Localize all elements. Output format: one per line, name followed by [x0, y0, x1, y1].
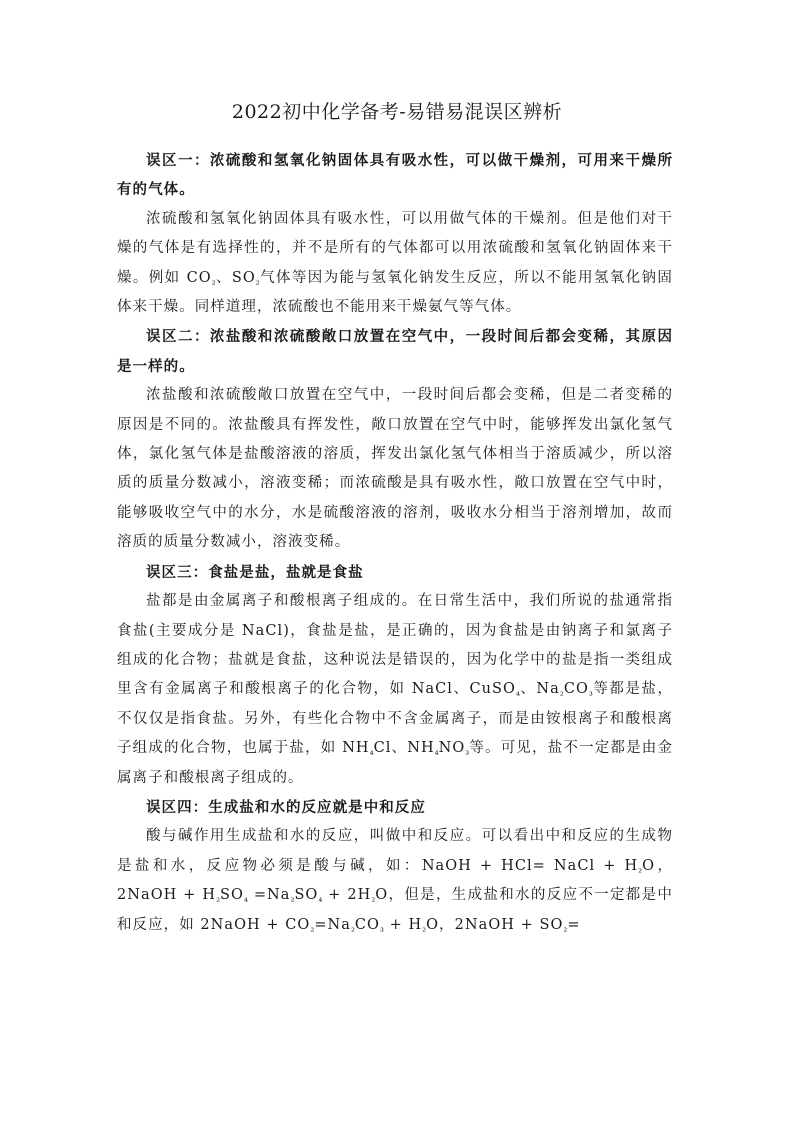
subscript-digit: ₄: [369, 746, 374, 758]
section-3-body: 盐都是由金属离子和酸根离子组成的。在日常生活中，我们所说的盐通常指食盐(主要成分是 NaCl)，食盐是盐，是正确的，因为食盐是由钠离子和氯离子组成的化合物；盐就是食盐，这种说法是错误的，因为化学中的盐是指一类组成里含有金属离子和酸根离子的化合物，如 NaCl、CuSO$_{_4}$、$Na_{_2}CO_{_3}$等都是盐，不仅仅是指食盐。另外，有些化合物中不含金属离子，而是由铵根离子和酸根离子组成的化合物，也属于盐，如 $NH_{_4}Cl$、$NH_{_4}NO_{_3}$等。可见，盐不一定都是由金属离子和酸根离子组成的。: [117, 593, 674, 786]
subscript-digit: ₂: [310, 923, 315, 935]
subscript-digit: ₂: [350, 923, 355, 935]
subscript-digit: ₂: [422, 923, 427, 935]
document-title: 2022初中化学备考-易错易混误区辨析: [231, 101, 563, 123]
subscript-digit: ₄: [434, 746, 439, 758]
subscript-digit: ₂: [371, 893, 376, 905]
subscript-digit: ₃: [588, 687, 593, 699]
subscript-digit: ₄: [243, 893, 248, 905]
subscript-digit: ₂: [255, 276, 260, 288]
subscript-digit: ₂: [290, 893, 295, 905]
subscript-digit: ₄: [515, 687, 520, 699]
subscript-digit: ₃: [380, 923, 384, 935]
subscript-digit: ₂: [211, 276, 216, 288]
section-2-body: 浓盐酸和浓硫酸敞口放置在空气中，一段时间后都会变稀，但是二者变稀的原因是不同的。浓盐酸具有挥发性，敞口放置在空气中时，能够挥发出氯化氢气体，氯化氢气体是盐酸溶液的溶质，挥发出氯化氢气体相当于溶质减少，所以溶质的质量分数减小，溶液变稀；而浓硫酸是具有吸水性，敞口放置在空气中时，能够吸收空气中的水分，水是硫酸溶液的溶剂，吸收水分相当于溶剂增加，故而溶质的质量分数减小，溶液变稀。: [117, 387, 673, 551]
section-4-body: 酸与碱作用生成盐和水的反应，叫做中和反应。可以看出中和反应的生成物是盐和水，反应物必须是酸与碱，如：NaOH + HCl= NaCl + $H_{_2}O$，2NaOH + $H_{_2}SO_{_4} =Na_{_2}SO_{_4} + 2H_{_2}O$，但是，生成盐和水的反应不一定都是中和反应，如 2NaOH + $CO_{_2}=Na_{_2}CO_{_3} + H_{_2}O$，2NaOH + $SO_{_2}=$: [117, 828, 673, 935]
subscript-digit: ₂: [216, 893, 221, 905]
section-2-heading: 误区二：浓盐酸和浓硫酸敞口放置在空气中，一段时间后都会变稀，其原因是一样的。: [117, 328, 673, 375]
section-4-heading: 误区四：生成盐和水的反应就是中和反应: [146, 798, 426, 816]
section-3-heading: 误区三：食盐是盐，盐就是食盐: [146, 563, 364, 581]
section-1-heading: 误区一：浓硫酸和氢氧化钠固体具有吸水性，可以做干燥剂，可用来干燥所有的气体。: [117, 152, 673, 199]
subscript-digit: ₂: [638, 864, 643, 876]
subscript-digit: ₂: [559, 687, 564, 699]
subscript-digit: ₂: [563, 923, 568, 935]
section-1-body: 浓硫酸和氢氧化钠固体具有吸水性，可以用做气体的干燥剂。但是他们对干燥的气体是有选择性的，并不是所有的气体都可以用浓硫酸和氢氧化钠固体来干燥。例如 $CO_{_2}$、$SO_{_2}$气体等因为能与氢氧化钠发生反应，所以不能用氢氧化钠固体来干燥。同样道理，浓硫酸也不能用来干燥氨气等气体。: [117, 210, 673, 316]
document-body: [117, 146, 673, 940]
subscript-digit: ₄: [318, 893, 323, 905]
subscript-digit: ₃: [465, 746, 470, 758]
